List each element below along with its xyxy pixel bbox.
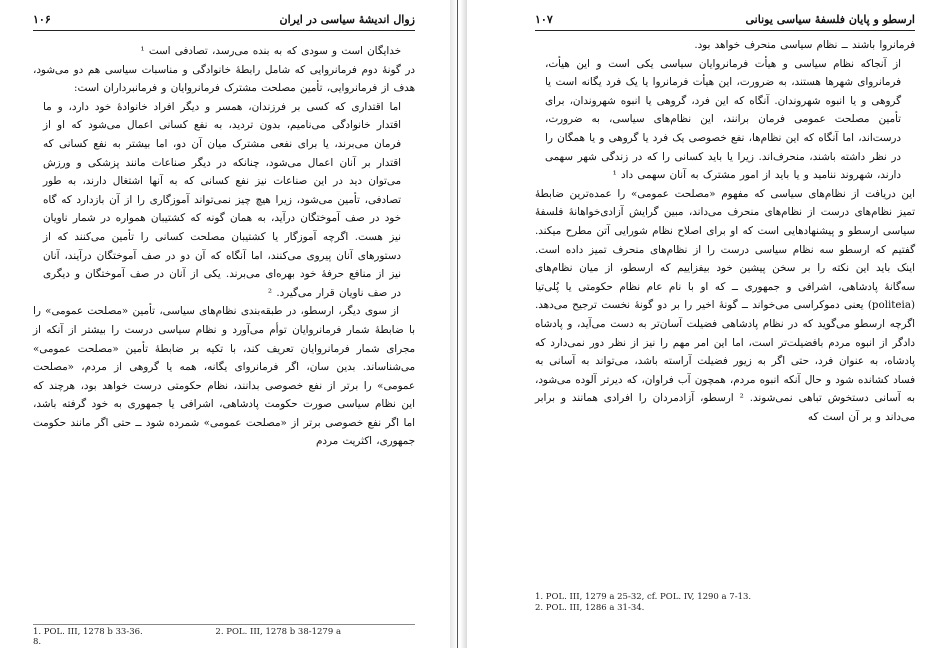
right-paragraph: این دریافت از نظام‌های سیاسی که مفهوم «مصلحت عمومی» را عمده‌ترین ضابطهٔ تمیز نظام‌های درست از نظام‌های منحرف می‌داند، مبین گرایش آزادی‌خواهانهٔ فلسفهٔ سیاسی ارسطو و پیشنهادهایی است که او برای اصلاح نظام شورایی آتن مطرح میکند. گفتیم که ارسطو سه نظام سیاسی درست را از نظام‌های منحرف تمیز داده است. اینک باید این نکته را بر سخن پیشین خود بیفزاییم که ارسطو، از میان نظام‌های سه‌گانهٔ پادشاهی، اشرافی و جمهوری ــ که او با نام عام نظام حکومتی یا پُلی‌تیا (politeia) یعنی دموکراسی می‌خواند ــ گونهٔ اخیر را بر دو گونهٔ نخست ترجیح می‌دهد. اگرچه ارسطو می‌گوید که در نظام پادشاهی فضیلت آسان‌تر به دست می‌آید، و پادشاه دادگر از انبوه مردم بافضیلت‌تر است، اما این امر مهم را نیز از نظر دور نمی‌دارد که پادشاه، به عنوان فرد، حتی اگر به زیور فضیلت آراسته باشد، می‌تواند به آسانی به فساد کشانده شود و حال آنکه انبوه مردم، همچون آب فراوان، که دیرتر آلوده می‌شود، به آسانی دستخوش تباهی نمی‌شوند. ² ارسطو، آزادمردان را افرادی همانند و برابر می‌داند و بر آن است که [535, 187, 916, 423]
left-running-head-title: زوال اندیشهٔ سیاسی در ایران [279, 12, 415, 26]
left-paragraph: از سوی دیگر، ارسطو، در طبقه‌بندی نظام‌های سیاسی، تأمین «مصلحت عمومی» را با ضابطهٔ شمار فرمانروایان توأم می‌آورد و نظام سیاسی درست را بیشتر از آنکه از مجرای شمار فرمانروایان تعریف کند، با تکیه بر ضابطهٔ تأمین «مصلحت عمومی» می‌شناساند. بدین سان، اگر فرمانروای یگانه، همه یا گروهی از مردم، «مصلحت عمومی» را برتر از نفع خصوصی بدانند، نظام حکومتی درست خواهد بود، هرچند که این نظام سیاسی صورت حکومت پادشاهی، اشرافی یا جمهوری به خود گرفته باشد، اما اگر نفع خصوصی برتر از «مصلحت عمومی» شمرده شود ــ حتی اگر مانند حکومت جمهوری، اکثریت مردم [33, 305, 415, 448]
right-running-head-title: ارسطو و پایان فلسفهٔ سیاسی یونانی [745, 12, 915, 26]
left-page [0, 0, 450, 648]
gutter-divider [457, 0, 458, 648]
left-page-number: ۱۰۶ [33, 12, 51, 26]
right-continued-text: فرمانروا باشند ــ نظام سیاسی منحرف خواهد بود. [694, 39, 915, 51]
left-footnote-2: 2. POL. III, 1278 b 38-1279 a 8. [33, 627, 342, 647]
book-gutter [450, 0, 467, 648]
right-footnotes [535, 592, 915, 614]
right-footnote-2: 2. POL. III, 1286 a 31-34. [535, 603, 645, 613]
left-intro-paragraph: در گونهٔ دوم فرمانروایی که شامل رابطهٔ خانوادگی و مناسبات سیاسی هم دو می‌شود، هدف از فرمانروایی، تأمین مصلحت مشترک فرمانروایان و فرمانبرداران است: [33, 63, 415, 95]
left-running-header [33, 8, 415, 31]
left-page-body [33, 42, 415, 451]
left-footnotes [33, 624, 415, 647]
right-page-body [535, 36, 915, 426]
right-running-header [535, 8, 915, 31]
right-footnote-1: 1. POL. III, 1279 a 25-32, cf. POL. IV, 1290 a 7-13. [535, 592, 752, 602]
right-page-number: ۱۰۷ [535, 12, 553, 26]
left-footnote-1: 1. POL. III, 1278 b 33-36. [33, 627, 143, 637]
right-page [467, 0, 937, 648]
right-block-quote: از آنجاکه نظام سیاسی و هیأت فرمانروایان سیاسی یکی است و این هیأت، فرمانروای شهرها هستند، به ضرورت، این هیأت فرمانروا یا یک فرد یگانه است یا گروهی و یا انبوه شهروندان. آنگاه که این فرد، گروهی یا انبوه شهروندان، برای تأمین مصلحت عمومی فرمان برانند، این نظام‌های سیاسی، به ضرورت، درست‌اند، اما آنگاه که این نظام‌ها، نفع خصوصی یک فرد یا گروهی و یا همگان را در نظر داشته باشند، منحرف‌اند. زیرا یا باید کسانی را که در زندگی شهر سهمی دارند، شهروند ننامید و یا باید از امور مشترک به آنان سهمی داد ¹ [545, 57, 901, 182]
left-block-quote: اما اقتداری که کسی بر فرزندان، همسر و دیگر افراد خانوادهٔ خود دارد، و ما اقتدار خانوادگی می‌نامیم، بدون تردید، به نفع کسانی اعمال می‌شود که او از فرمان می‌برند، یا برای نفعی مشترک میان آن دو، اما بیشتر به نفع کسانی که اقتدار بر آنان اعمال می‌شود، چنانکه در دیگر صناعات مانند پزشکی و ورزش می‌توان دید در این صناعات نیز نفع کسانی که به آنها اشتغال دارند، به طور تصادفی، تأمین می‌شود، زیرا هیچ چیز نمی‌تواند آموزگاری را از آن بازدارد که گاه خود در صف آموختگان درآید، به همان گونه که کشتیبان همواره در شمار ناویان نیز هست. اگرچه آموزگار یا کشتیبان مصلحت کسانی را تأمین می‌کنند که از دستورهای آنان پیروی می‌کنند، اما آنگاه که آن دو در صف آموختگان درآیند، آنان نیز از منافع حرفهٔ خود بهره‌ای می‌برند. یکی از آنان در صف آموختگان و دیگری در صف ناویان قرار می‌گیرد. ² [43, 100, 401, 299]
left-continued-text: خدایگان است و سودی که به بنده می‌رسد، تصادفی است ¹ [140, 45, 401, 57]
